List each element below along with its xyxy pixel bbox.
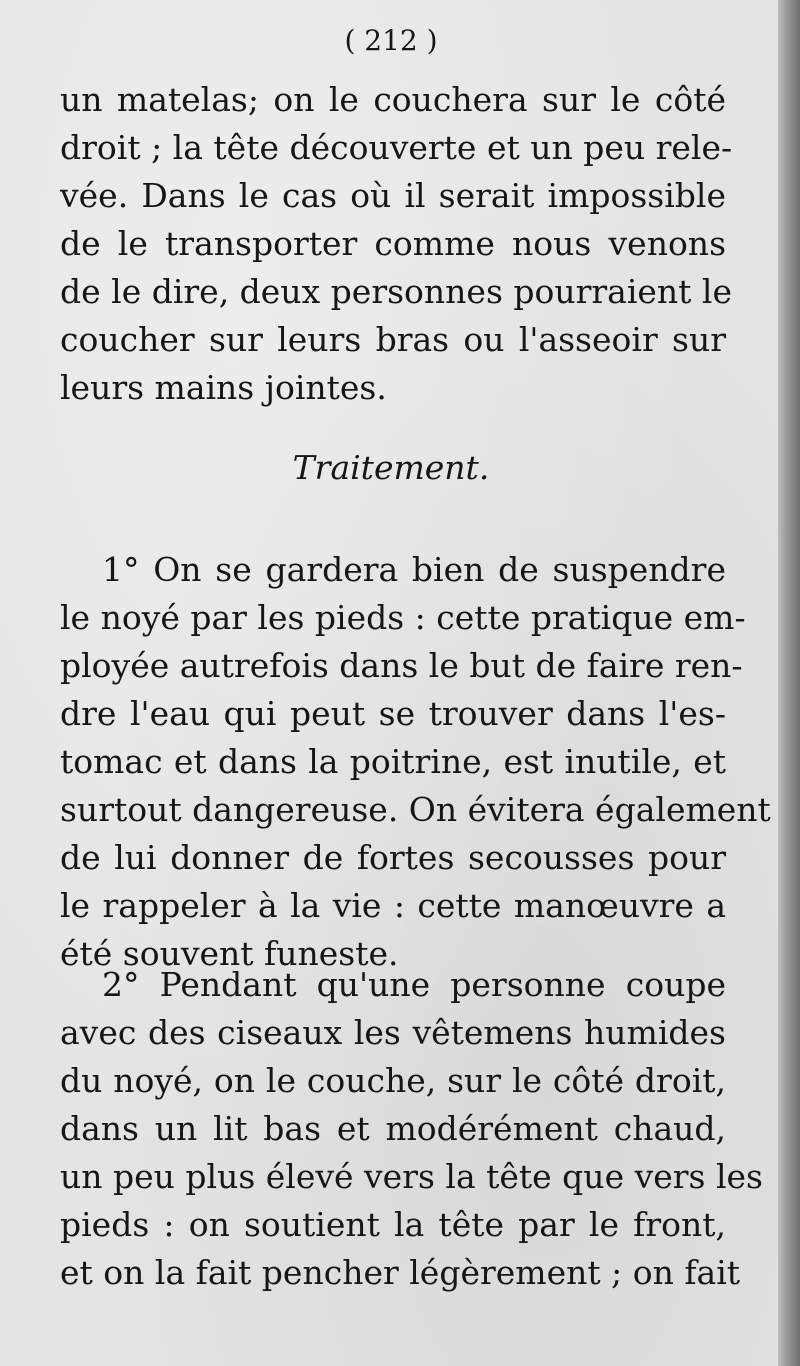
text-line: le rappeler à la vie : cette manœuvre a [60,886,726,925]
text-line: coucher sur leurs bras ou l'asseoir sur [60,320,726,359]
text-line: un peu plus élevé vers la tête que vers les [60,1157,763,1196]
text-line: droit ; la tête découverte et un peu rele- [60,128,733,167]
text-line: du noyé, on le couche, sur le côté droit, [60,1061,726,1100]
text-line: 2° Pendant qu'une personne coupe [102,965,726,1004]
section-heading: Traitement. [292,448,490,487]
text-line: un matelas; on le couchera sur le côté [60,80,726,119]
text-line: 1° On se gardera bien de suspendre [102,550,726,589]
text-line: le noyé par les pieds : cette pratique em- [60,598,746,637]
book-spine-shadow [778,0,800,1366]
text-line: de lui donner de fortes secousses pour [60,838,726,877]
page-number: ( 212 ) [344,24,438,57]
text-line: tomac et dans la poitrine, est inutile, et [60,742,726,781]
text-line: ployée autrefois dans le but de faire ren- [60,646,743,685]
text-line: dans un lit bas et modérément chaud, [60,1109,726,1148]
text-line: surtout dangereuse. On évitera également [60,790,771,829]
text-line: de le dire, deux personnes pourraient le [60,272,733,311]
text-line: avec des ciseaux les vêtemens humides [60,1013,726,1052]
text-line: pieds : on soutient la tête par le front, [60,1205,726,1244]
text-line: leurs mains jointes. [60,368,387,407]
text-line: été souvent funeste. [60,934,399,973]
text-line: et on la fait pencher légèrement ; on fait [60,1253,741,1292]
text-line: vée. Dans le cas où il serait impossible [60,176,726,215]
text-line: de le transporter comme nous venons [60,224,726,263]
text-line: dre l'eau qui peut se trouver dans l'es- [60,694,726,733]
